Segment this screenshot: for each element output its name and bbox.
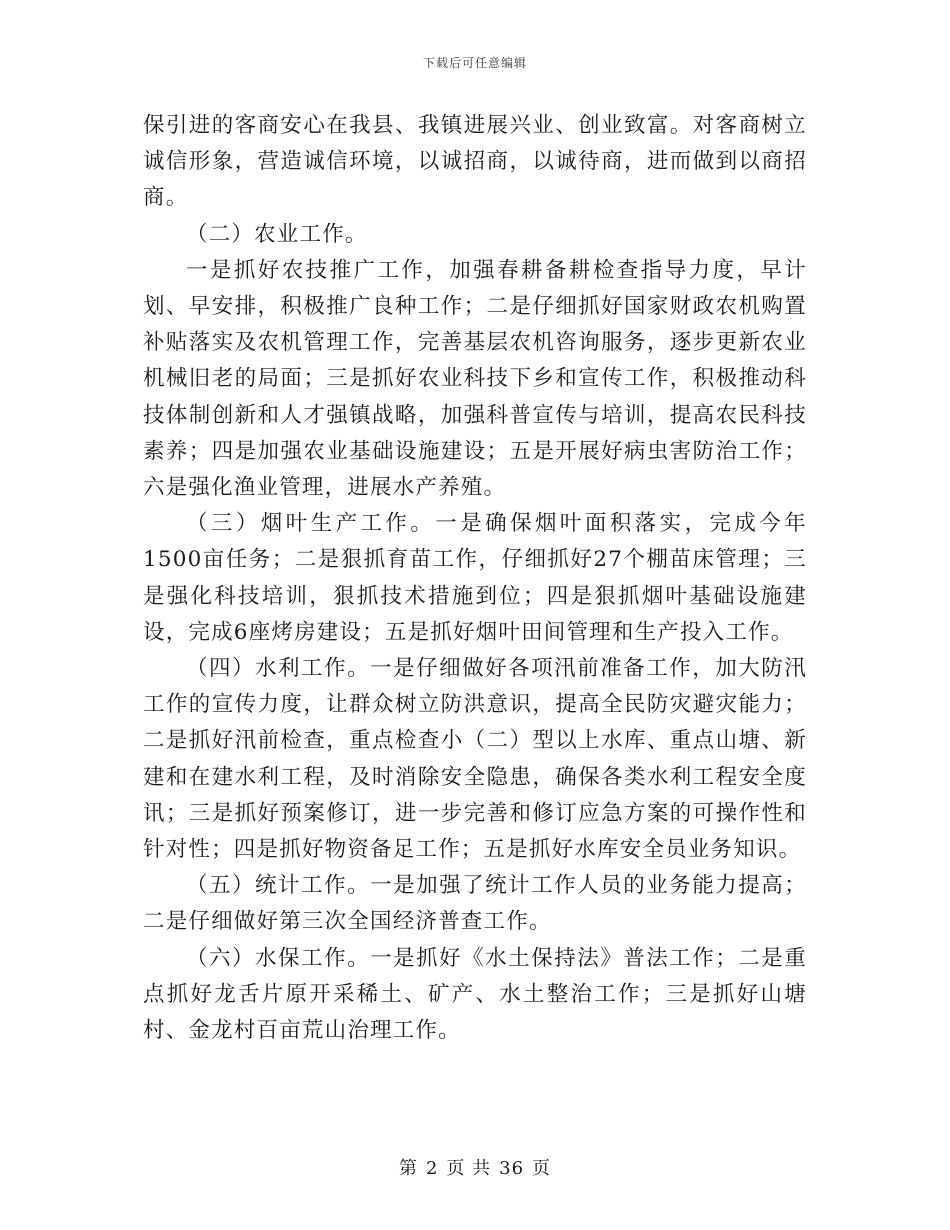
paragraph-statistics: （五）统计工作。一是加强了统计工作人员的业务能力提高；二是仔细做好第三次全国经济普查工作。 — [143, 873, 807, 935]
document-body — [143, 108, 807, 1049]
page-footer — [0, 1154, 950, 1180]
page-number: 2 — [425, 1158, 439, 1179]
footer-middle: 页 共 — [446, 1158, 492, 1179]
footer-suffix: 页 — [532, 1158, 552, 1179]
page-total: 36 — [499, 1158, 525, 1179]
paragraph-water-conservancy: （四）水利工作。一是仔细做好各项汛前准备工作，加大防汛工作的宣传力度，让群众树立防洪意识，提高全民防灾避灾能力；二是抓好汛前检查，重点检查小（二）型以上水库、重点山塘、新建和在建水利工程，及时消除安全隐患，确保各类水利工程安全度讯；三是抓好预案修订，进一步完善和修订应急方案的可操作性和针对性；四是抓好物资备足工作；五是抓好水库安全员业务知识。 — [143, 656, 807, 863]
paragraph-soil-conservation: （六）水保工作。一是抓好《水土保持法》普法工作；二是重点抓好龙舌片原开采稀土、矿产、水土整治工作；三是抓好山塘村、金龙村百亩荒山治理工作。 — [143, 945, 807, 1044]
page-header: 下载后可任意编辑 — [422, 56, 527, 70]
paragraph-continuation: 保引进的客商安心在我县、我镇进展兴业、创业致富。对客商树立诚信形象，营造诚信环境，以诚招商，以诚待商，进而做到以商招商。 — [143, 113, 807, 211]
paragraph-agriculture: 一是抓好农技推广工作，加强春耕备耕检查指导力度，早计划、早安排，积极推广良种工作；二是仔细抓好国家财政农机购置补贴落实及农机管理工作，完善基层农机咨询服务，逐步更新农业机械旧老的局面；三是抓好农业科技下乡和宣传工作，积极推动科技体制创新和人才强镇战略，加强科普宣传与培训，提高农民科技素养；四是加强农业基础设施建设；五是开展好病虫害防治工作；六是强化渔业管理，进展水产养殖。 — [143, 257, 807, 501]
paragraph-tobacco: （三）烟叶生产工作。一是确保烟叶面积落实，完成今年1500亩任务；二是狠抓育苗工作，仔细抓好27个棚苗床管理；三是强化科技培训，狠抓技术措施到位；四是狠抓烟叶基础设施建设，完成6座烤房建设；五是抓好烟叶田间管理和生产投入工作。 — [143, 511, 807, 645]
footer-prefix: 第 — [398, 1158, 418, 1179]
section-heading-agriculture: （二）农业工作。 — [186, 221, 368, 247]
